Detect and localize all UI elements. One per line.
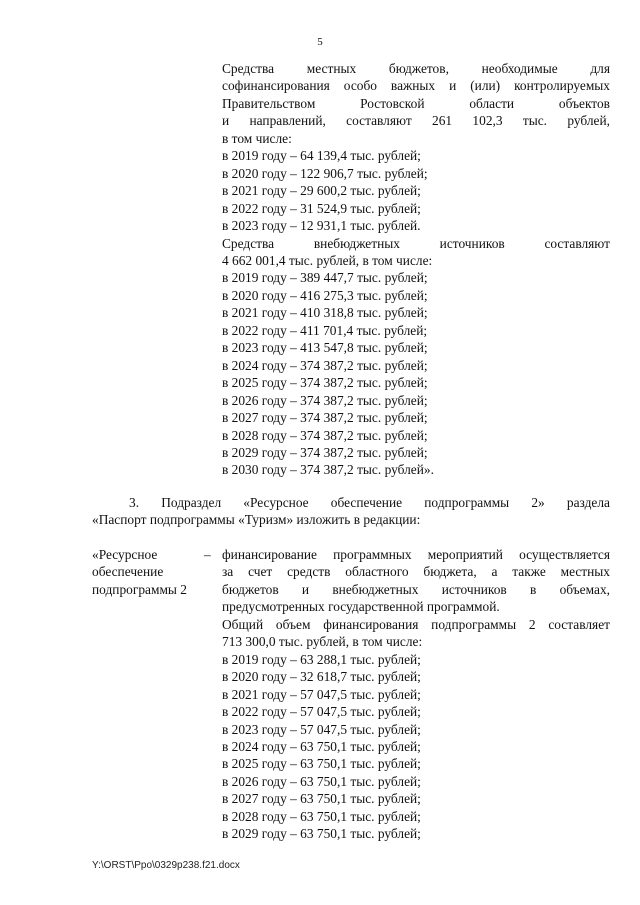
file-path-footer: Y:\ORST\Ppo\0329p238.f21.docx	[92, 860, 240, 871]
page-number: 5	[317, 36, 323, 48]
resource-intro-line: финансирование программных мероприятий осуществляется	[222, 547, 610, 562]
local-budget-tail: в том числе:	[222, 130, 292, 146]
local-budget-year: в 2021 году – 29 600,2 тыс. рублей;	[222, 183, 421, 199]
local-budget-year: в 2023 году – 12 931,1 тыс. рублей.	[222, 218, 421, 234]
resource-year: в 2023 году – 57 047,5 тыс. рублей;	[222, 721, 421, 737]
local-budget-year: в 2019 году – 64 139,4 тыс. рублей;	[222, 148, 421, 164]
local-budget-line: и направлений, составляют 261 102,3 тыс. рублей,	[222, 113, 610, 129]
extra-budget-year: в 2027 году – 374 387,2 тыс. рублей;	[222, 410, 428, 426]
extra-budget-year: в 2022 году – 411 701,4 тыс. рублей;	[222, 322, 428, 338]
resource-year: в 2025 году – 63 750,1 тыс. рублей;	[222, 756, 421, 772]
resource-intro-line: предусмотренных государственной программой.	[222, 599, 500, 615]
extra-budget-year: в 2026 году – 374 387,2 тыс. рублей;	[222, 392, 428, 408]
resource-year: в 2024 году – 63 750,1 тыс. рублей;	[222, 738, 421, 754]
resource-total-tail: 713 300,0 тыс. рублей, в том числе:	[222, 634, 423, 650]
local-budget-line: Правительством Ростовской области объектов	[222, 95, 610, 111]
extra-budget-year: в 2019 году – 389 447,7 тыс. рублей;	[222, 270, 428, 286]
extra-budget-total: 4 662 001,4 тыс. рублей, в том числе:	[222, 252, 433, 268]
resource-label-line: подпрограммы 2	[92, 581, 187, 597]
resource-section-label	[92, 546, 202, 598]
item-3-line: 3. Подраздел «Ресурсное обеспечение подпрограммы 2» раздела	[129, 495, 610, 510]
extra-budget-year: в 2021 году – 410 318,8 тыс. рублей;	[222, 305, 428, 321]
local-budget-year: в 2022 году – 31 524,9 тыс. рублей;	[222, 200, 421, 216]
resource-total-line: Общий объем финансирования подпрограммы 2 составляет	[222, 616, 610, 632]
resource-year: в 2029 году – 63 750,1 тыс. рублей;	[222, 826, 421, 842]
resource-section-body	[222, 546, 610, 843]
item-3-line: «Паспорт подпрограммы «Туризм» изложить в редакции:	[92, 512, 421, 528]
extra-budget-year: в 2024 году – 374 387,2 тыс. рублей;	[222, 357, 428, 373]
item-3-paragraph	[92, 494, 610, 529]
extra-budget-year: в 2020 году – 416 275,3 тыс. рублей;	[222, 287, 428, 303]
extra-budget-year: в 2023 году – 413 547,8 тыс. рублей;	[222, 340, 428, 356]
label-dash: –	[204, 547, 211, 562]
local-budget-block	[222, 60, 610, 479]
resource-intro-line: бюджетов и внебюджетных источников в объемах,	[222, 581, 610, 597]
extra-budget-year: в 2025 году – 374 387,2 тыс. рублей;	[222, 375, 428, 391]
resource-label-line: «Ресурсное	[92, 547, 158, 562]
extra-budget-year: в 2029 году – 374 387,2 тыс. рублей;	[222, 444, 428, 460]
resource-year: в 2028 году – 63 750,1 тыс. рублей;	[222, 808, 421, 824]
local-budget-line: софинансирования особо важных и (или) контролируемых	[222, 78, 610, 94]
extra-budget-heading: Средства внебюджетных источников составляют	[222, 235, 610, 251]
resource-year: в 2019 году – 63 288,1 тыс. рублей;	[222, 651, 421, 667]
resource-intro-line: за счет средств областного бюджета, а также местных	[222, 564, 610, 580]
local-budget-year: в 2020 году – 122 906,7 тыс. рублей;	[222, 165, 428, 181]
extra-budget-year: в 2030 году – 374 387,2 тыс. рублей».	[222, 462, 434, 478]
extra-budget-year: в 2028 году – 374 387,2 тыс. рублей;	[222, 427, 428, 443]
resource-year: в 2022 году – 57 047,5 тыс. рублей;	[222, 704, 421, 720]
resource-year: в 2026 году – 63 750,1 тыс. рублей;	[222, 773, 421, 789]
local-budget-line: Средства местных бюджетов, необходимые для	[222, 61, 610, 76]
resource-year: в 2020 году – 32 618,7 тыс. рублей;	[222, 669, 421, 685]
resource-label-line: обеспечение	[92, 564, 164, 580]
resource-year: в 2027 году – 63 750,1 тыс. рублей;	[222, 791, 421, 807]
resource-year: в 2021 году – 57 047,5 тыс. рублей;	[222, 686, 421, 702]
